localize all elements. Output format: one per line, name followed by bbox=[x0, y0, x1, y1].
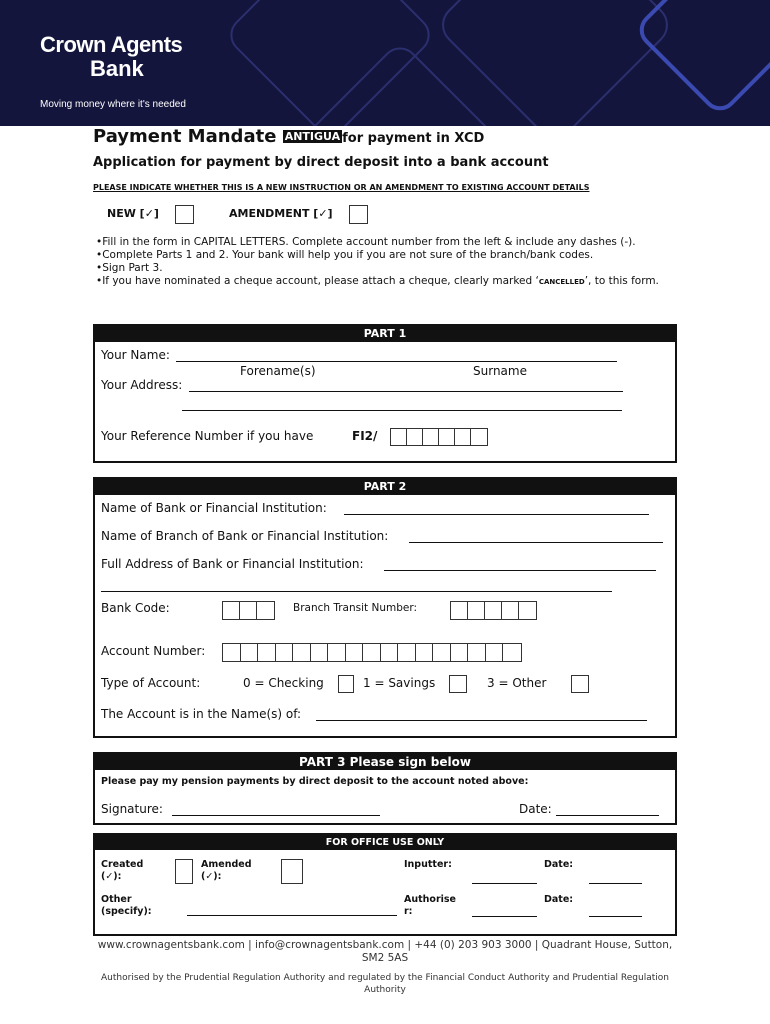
office-heading: FOR OFFICE USE ONLY bbox=[95, 835, 675, 850]
bank-name-label: Name of Bank or Financial Institution: bbox=[101, 501, 327, 515]
other-checkbox[interactable] bbox=[571, 675, 589, 693]
account-number-label: Account Number: bbox=[101, 644, 206, 658]
brand-logo bbox=[40, 33, 182, 81]
page-title bbox=[93, 126, 484, 147]
full-address-field-line2[interactable] bbox=[101, 591, 612, 592]
name-label: Your Name: bbox=[101, 348, 170, 362]
account-number-input[interactable] bbox=[222, 643, 522, 662]
option-checking-label: 0 = Checking bbox=[243, 676, 324, 690]
branch-transit-input[interactable] bbox=[450, 601, 537, 620]
footer-contact: www.crownagentsbank.com | info@crownagentsbank.com | +44 (0) 203 903 3000 | Quadrant House, Sutton, SM2 5AS bbox=[97, 939, 673, 964]
surname-label: Surname bbox=[473, 364, 527, 378]
amendment-checkbox[interactable] bbox=[349, 205, 368, 224]
option-other-label: 3 = Other bbox=[487, 676, 547, 690]
signature-label: Signature: bbox=[101, 802, 163, 816]
bank-code-input[interactable] bbox=[222, 601, 275, 620]
title-text: Payment Mandate bbox=[93, 126, 277, 147]
full-address-label: Full Address of Bank or Financial Institution: bbox=[101, 557, 364, 571]
part3-date-label: Date: bbox=[519, 802, 552, 816]
other-specify-label: Other (specify): bbox=[101, 894, 152, 917]
checking-checkbox[interactable] bbox=[338, 675, 354, 693]
created-label: Created (✓): bbox=[101, 859, 144, 882]
part3-date-field[interactable] bbox=[556, 815, 659, 816]
name-field[interactable] bbox=[176, 361, 617, 362]
office-date-field-2[interactable] bbox=[589, 916, 642, 917]
account-names-label: The Account is in the Name(s) of: bbox=[101, 707, 302, 721]
branch-name-label: Name of Branch of Bank or Financial Institution: bbox=[101, 529, 389, 543]
amended-checkbox[interactable] bbox=[281, 859, 303, 884]
amendment-label: AMENDMENT [✓] bbox=[229, 207, 333, 220]
page-subtitle: Application for payment by direct deposit into a bank account bbox=[93, 155, 549, 170]
brand-name-line1: Crown Agents bbox=[40, 32, 183, 57]
branch-transit-label: Branch Transit Number: bbox=[293, 602, 418, 614]
account-type-label: Type of Account: bbox=[101, 676, 201, 690]
title-suffix: for payment in XCD bbox=[342, 131, 485, 146]
part3-heading: PART 3 Please sign below bbox=[95, 754, 675, 770]
office-date-field-1[interactable] bbox=[589, 883, 642, 884]
authoriser-field[interactable] bbox=[472, 916, 537, 917]
amended-label: Amended (✓): bbox=[201, 859, 252, 882]
full-address-field-line1[interactable] bbox=[384, 570, 656, 571]
instruction-heading: PLEASE INDICATE WHETHER THIS IS A NEW INSTRUCTION OR AN AMENDMENT TO EXISTING ACCOUNT DETAILS bbox=[93, 183, 590, 192]
branch-name-field[interactable] bbox=[409, 542, 663, 543]
address-label: Your Address: bbox=[101, 378, 183, 392]
address-field-line1[interactable] bbox=[189, 391, 623, 392]
office-date-label-2: Date: bbox=[544, 894, 574, 905]
reference-label: Your Reference Number if you have bbox=[101, 429, 314, 443]
other-specify-field[interactable] bbox=[187, 915, 397, 916]
new-label: NEW [✓] bbox=[107, 207, 159, 220]
forename-label: Forename(s) bbox=[240, 364, 316, 378]
authoriser-label: Authoriser: bbox=[404, 894, 456, 917]
office-date-label-1: Date: bbox=[544, 859, 574, 870]
reference-prefix: FI2/ bbox=[352, 429, 378, 443]
part2-heading: PART 2 bbox=[95, 479, 675, 495]
signature-field[interactable] bbox=[172, 815, 380, 816]
option-savings-label: 1 = Savings bbox=[363, 676, 436, 690]
country-tag: ANTIGUA bbox=[284, 130, 341, 143]
bank-code-label: Bank Code: bbox=[101, 601, 170, 615]
account-names-field[interactable] bbox=[316, 720, 647, 721]
instruction-list bbox=[88, 236, 688, 289]
instruction-item: •Fill in the form in CAPITAL LETTERS. Complete account number from the left & include any dashes (-). bbox=[96, 236, 636, 248]
brand-name-line2: Bank bbox=[90, 56, 144, 81]
part3-statement: Please pay my pension payments by direct deposit to the account noted above: bbox=[101, 776, 529, 787]
reference-number-input[interactable] bbox=[390, 428, 488, 446]
part1-heading: PART 1 bbox=[95, 326, 675, 342]
bank-name-field[interactable] bbox=[344, 514, 649, 515]
footer-legal: Authorised by the Prudential Regulation Authority and regulated by the Financial Conduct Authority and Prudential Regulation Authority bbox=[101, 973, 669, 995]
new-checkbox[interactable] bbox=[175, 205, 194, 224]
instruction-item: •Complete Parts 1 and 2. Your bank will help you if you are not sure of the branch/bank codes. bbox=[96, 249, 594, 261]
created-checkbox[interactable] bbox=[175, 859, 193, 884]
office-panel bbox=[93, 833, 677, 936]
brand-tagline: Moving money where it's needed bbox=[40, 99, 186, 110]
address-field-line2[interactable] bbox=[182, 410, 622, 411]
instruction-item: •If you have nominated a cheque account, please attach a cheque, clearly marked ‘CANCELLED’, to this form. bbox=[96, 275, 659, 287]
inputter-label: Inputter: bbox=[404, 859, 452, 870]
header-banner bbox=[0, 0, 770, 126]
savings-checkbox[interactable] bbox=[449, 675, 467, 693]
instruction-item: •Sign Part 3. bbox=[96, 262, 163, 274]
inputter-field[interactable] bbox=[472, 883, 537, 884]
